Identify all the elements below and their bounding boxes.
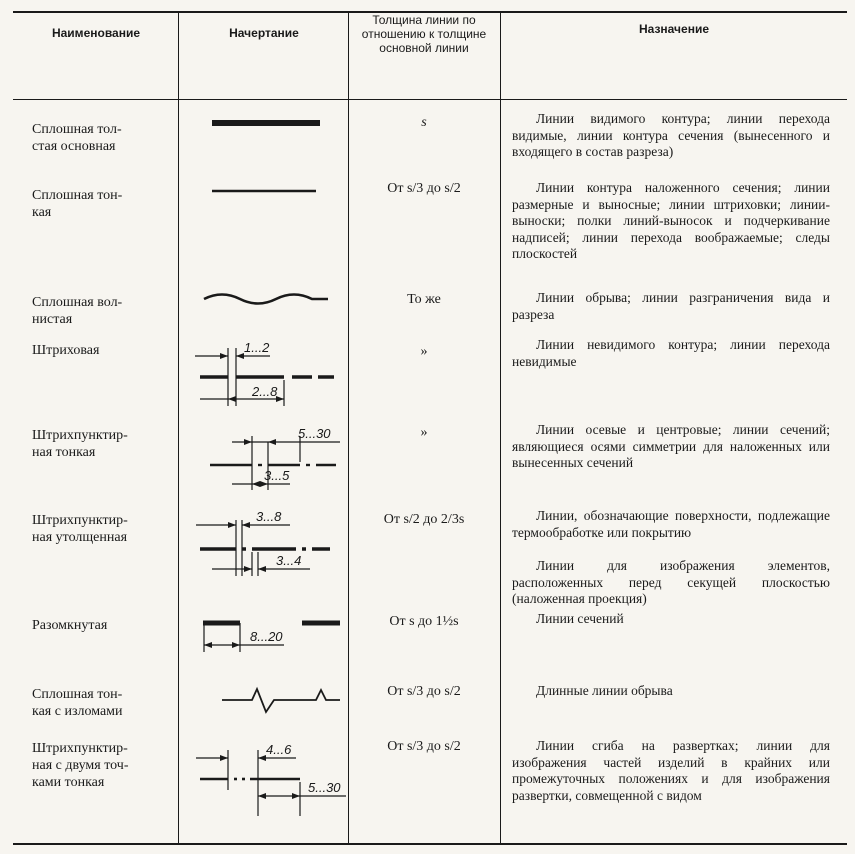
row-name: Сплошная тон- кая <box>32 188 123 220</box>
header-drawing: Начертание <box>229 26 299 40</box>
row-thickness: » <box>420 344 428 359</box>
dimension-label: 5...30 <box>298 426 331 441</box>
header-thickness: Толщина линии по отношению к толщине основной линии <box>361 13 487 55</box>
row-name: Сплошная вол- нистая <box>32 295 123 327</box>
row-thickness: » <box>420 425 428 440</box>
dimension-label: 8...20 <box>250 629 283 644</box>
row-name: Штрихпунктир- ная с двумя точ- ками тонкая <box>32 741 129 790</box>
dimension-label: 3...4 <box>276 553 302 568</box>
row-purpose: Линии осевые и центровые; линии сечений; являющиеся осями симметрии для наложенных или вынесенных сечений <box>512 422 830 470</box>
dimension-label: 4...6 <box>266 742 292 757</box>
row-thickness: От s/3 до s/2 <box>387 181 461 196</box>
row-purpose: Линии видимого контура; линии перехода видимые, линии контура сечения (вынесенного и входящего в состав разреза) <box>512 111 830 159</box>
dimension-label: 2...8 <box>252 384 278 399</box>
row-thickness: От s до 1½s <box>389 614 459 629</box>
row-name: Штрихпунктир- ная тонкая <box>32 428 128 460</box>
header-name: Наименование <box>51 26 141 40</box>
row-purpose: Длинные линии обрыва <box>536 683 673 698</box>
dimension-label: 1...2 <box>244 340 270 355</box>
dimension-label: 3...8 <box>256 509 282 524</box>
row-thickness: От s/3 до s/2 <box>387 684 461 699</box>
row-purpose: Линии сечений <box>536 611 624 626</box>
row-purpose: Линии для изображения элементов, расположенных перед секущей плоскостью (наложенная проекция) <box>512 558 830 606</box>
dimension-label: 5...30 <box>308 780 341 795</box>
row-name: Штриховая <box>32 343 100 358</box>
row-name: Разомкнутая <box>32 618 108 633</box>
row-purpose: Линии невидимого контура; линии перехода невидимые <box>512 337 830 369</box>
row-purpose: Линии обрыва; линии разграничения вида и разреза <box>512 290 830 322</box>
row-thickness: s <box>421 115 427 130</box>
header-purpose: Назначение <box>638 22 709 36</box>
row-thickness: От s/2 до 2/3s <box>383 512 465 527</box>
zigzag-break-line-sample <box>222 689 340 712</box>
row-thickness: От s/3 до s/2 <box>387 739 461 754</box>
dimension-label: 3...5 <box>264 468 290 483</box>
row-purpose: Линии контура наложенного сечения; линии размерные и выносные; линии штриховки; линии-выноски; полки линий-выносок и подчеркивание надписей; линии перехода воображаемые; следы плоскостей <box>512 180 830 261</box>
row-purpose: Линии сгиба на развертках; линии для изображения частей изделий в крайних или промежуточных положениях и для изображения развертки, совмещенной с видом <box>512 738 830 803</box>
wavy-line-sample <box>204 295 328 304</box>
row-name: Штрихпунктир- ная утолщенная <box>32 513 128 545</box>
row-name: Сплошная тон- кая с изломами <box>32 687 123 719</box>
row-name: Сплошная тол- стая основная <box>32 122 122 154</box>
row-thickness: То же <box>407 292 441 307</box>
row-purpose: Линии, обозначающие поверхности, подлежащие термообработке или покрытию <box>512 508 830 540</box>
